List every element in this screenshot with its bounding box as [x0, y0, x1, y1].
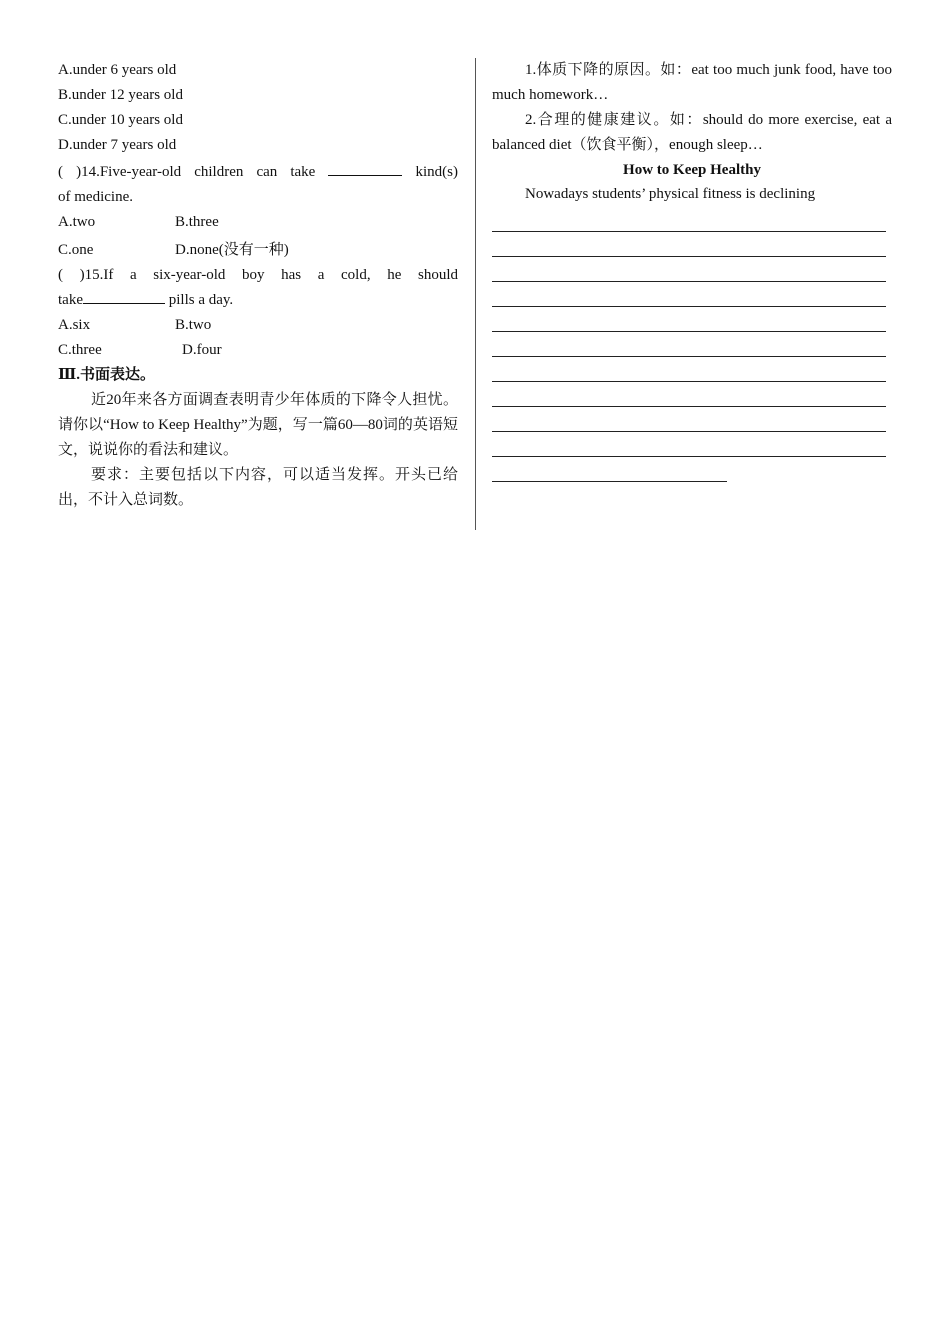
q14-answer-blank[interactable]	[328, 160, 402, 176]
writing-requirements: 要求：主要包括以下内容，可以适当发挥。开头已给出，不计入总词数。	[58, 467, 458, 508]
q14-stem-continued: of medicine.	[58, 189, 133, 205]
writing-line[interactable]	[492, 257, 886, 282]
q15-option-b: B.two	[175, 317, 212, 333]
left-column	[58, 58, 458, 513]
essay-opening: Nowadays students’ physical fitness is declining	[525, 186, 816, 202]
q15-stem-continued	[58, 288, 458, 313]
section-title-writing: Ⅲ.书面表达。	[58, 367, 156, 383]
writing-line[interactable]	[492, 207, 886, 232]
q14-options-row-2	[58, 238, 458, 263]
q14-option-a: A.two	[58, 214, 96, 230]
q13-option-a: A.under 6 years old	[58, 62, 177, 78]
q15-options-row-1	[58, 313, 458, 338]
writing-line[interactable]	[492, 407, 886, 432]
guide-point-1: 1.体质下降的原因。如：eat too much junk food, have too much homework…	[492, 62, 892, 103]
q15-stem-end: pills a day.	[168, 292, 234, 308]
writing-prompt: 近20年来各方面调查表明青少年体质的下降令人担忧。请你以“How to Keep Healthy”为题，写一篇60—80词的英语短文，说说你的看法和建议。	[58, 392, 458, 458]
writing-area[interactable]	[492, 207, 892, 482]
q14-stem-start: ( )14.Five-year-old children can take	[58, 164, 316, 180]
writing-line[interactable]	[492, 357, 886, 382]
q14-stem-end: kind(s)	[415, 164, 458, 180]
guide-point-2: 2.合理的健康建议。如：should do more exercise, eat a balanced diet（饮食平衡），enough sleep…	[492, 112, 892, 153]
q14-options-row-1	[58, 210, 458, 235]
q15-answer-blank[interactable]	[83, 288, 165, 304]
writing-line-last[interactable]	[492, 457, 727, 482]
writing-line[interactable]	[492, 282, 886, 307]
q14-stem	[58, 160, 458, 185]
right-column	[492, 58, 892, 482]
q15-options-row-2	[58, 338, 458, 363]
q15-option-c: C.three	[58, 342, 102, 358]
writing-line[interactable]	[492, 332, 886, 357]
column-divider	[475, 58, 476, 530]
writing-line[interactable]	[492, 432, 886, 457]
q14-option-b: B.three	[175, 214, 219, 230]
writing-line[interactable]	[492, 232, 886, 257]
q15-stem: ( )15.If a six-year-old boy has a cold, he should	[58, 267, 458, 283]
essay-title: How to Keep Healthy	[623, 162, 761, 178]
q13-option-b: B.under 12 years old	[58, 87, 183, 103]
q15-option-a: A.six	[58, 317, 91, 333]
writing-line[interactable]	[492, 382, 886, 407]
writing-line[interactable]	[492, 307, 886, 332]
q14-option-c: C.one	[58, 242, 94, 258]
q14-option-d: D.none(没有一种)	[175, 242, 289, 258]
q15-stem-start: take	[58, 292, 83, 308]
q13-option-d: D.under 7 years old	[58, 137, 177, 153]
q15-option-d: D.four	[182, 342, 222, 358]
q13-option-c: C.under 10 years old	[58, 112, 183, 128]
